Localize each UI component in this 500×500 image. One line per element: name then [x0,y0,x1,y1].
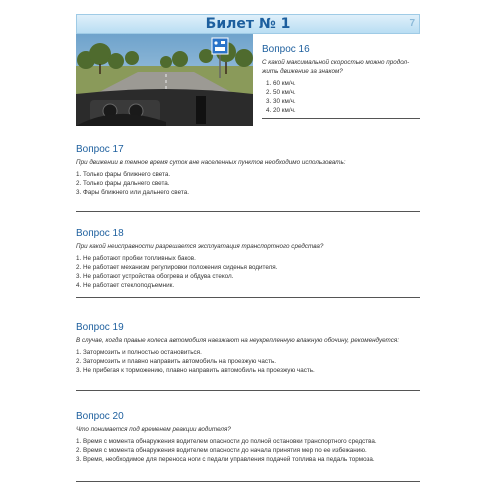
question-title: Вопрос 19 [76,322,124,333]
answer-option[interactable]: 2. Затормозить и плавно направить автомобиль на проезжую часть. [76,358,276,365]
answer-option[interactable]: 2. Не работает механизм регулировки положения сиденья водителя. [76,264,278,271]
divider [262,118,420,119]
divider [76,297,420,298]
answer-option[interactable]: 3. Время, необходимое для переноса ноги с педали управления подачей топлива на педаль тормоза. [76,456,375,463]
ticket-header [76,14,420,34]
question-title: Вопрос 18 [76,228,124,239]
divider [76,390,420,391]
page-number: 7 [409,18,415,29]
question-title: Вопрос 17 [76,144,124,155]
answer-option[interactable]: 2. 50 км/ч. [266,89,296,96]
divider [76,211,420,212]
answer-option[interactable]: 3. 30 км/ч. [266,98,296,105]
question-title: Вопрос 16 [262,44,310,55]
question-title: Вопрос 20 [76,411,124,422]
ticket-title: Билет № 1 [205,16,291,32]
answer-option[interactable]: 1. 60 км/ч. [266,80,296,87]
question-20 [76,411,420,464]
answer-option[interactable]: 3. Не работают устройства обогрева и обдува стекол. [76,273,234,280]
answer-option[interactable]: 1. Только фары ближнего света. [76,171,171,178]
question-text: При движении в темное время суток вне населенных пунктов необходимо использовать: [76,159,346,166]
answer-option[interactable]: 3. Не прибегая к торможению, плавно направить автомобиль на проезжую часть. [76,367,315,374]
question-photo [76,34,253,126]
answer-option[interactable]: 2. Только фары дальнего света. [76,180,170,187]
answer-option[interactable]: 1. Не работают пробки топливных баков. [76,255,196,262]
question-17 [76,144,420,197]
answer-option[interactable]: 4. Не работает стеклоподъемник. [76,282,175,289]
divider [76,481,420,482]
question-text: С какой максимальной скоростью можно продол-жить движение за знаком? [262,59,410,75]
blue-information-sign-icon [212,38,228,54]
question-18 [76,228,420,290]
answer-option[interactable]: 3. Фары ближнего или дальнего света. [76,189,189,196]
question-16 [262,44,422,115]
question-19 [76,322,420,375]
answer-option[interactable]: 1. Время с момента обнаружения водителем опасности до полной остановки транспортного средства. [76,438,377,445]
answer-option[interactable]: 4. 20 км/ч. [266,107,296,114]
answer-option[interactable]: 2. Время с момента обнаружения водителем опасности до начала принятия мер по ее избежанию. [76,447,367,454]
question-text: Что понимается под временем реакции водителя? [76,426,231,433]
answer-option[interactable]: 1. Затормозить и полностью остановиться. [76,349,202,356]
question-text: При какой неисправности разрешается эксплуатация транспортного средства? [76,243,324,250]
question-text: В случае, когда правые колеса автомобиля наезжают на неукрепленную влажную обочину, рекомендуется: [76,337,399,344]
